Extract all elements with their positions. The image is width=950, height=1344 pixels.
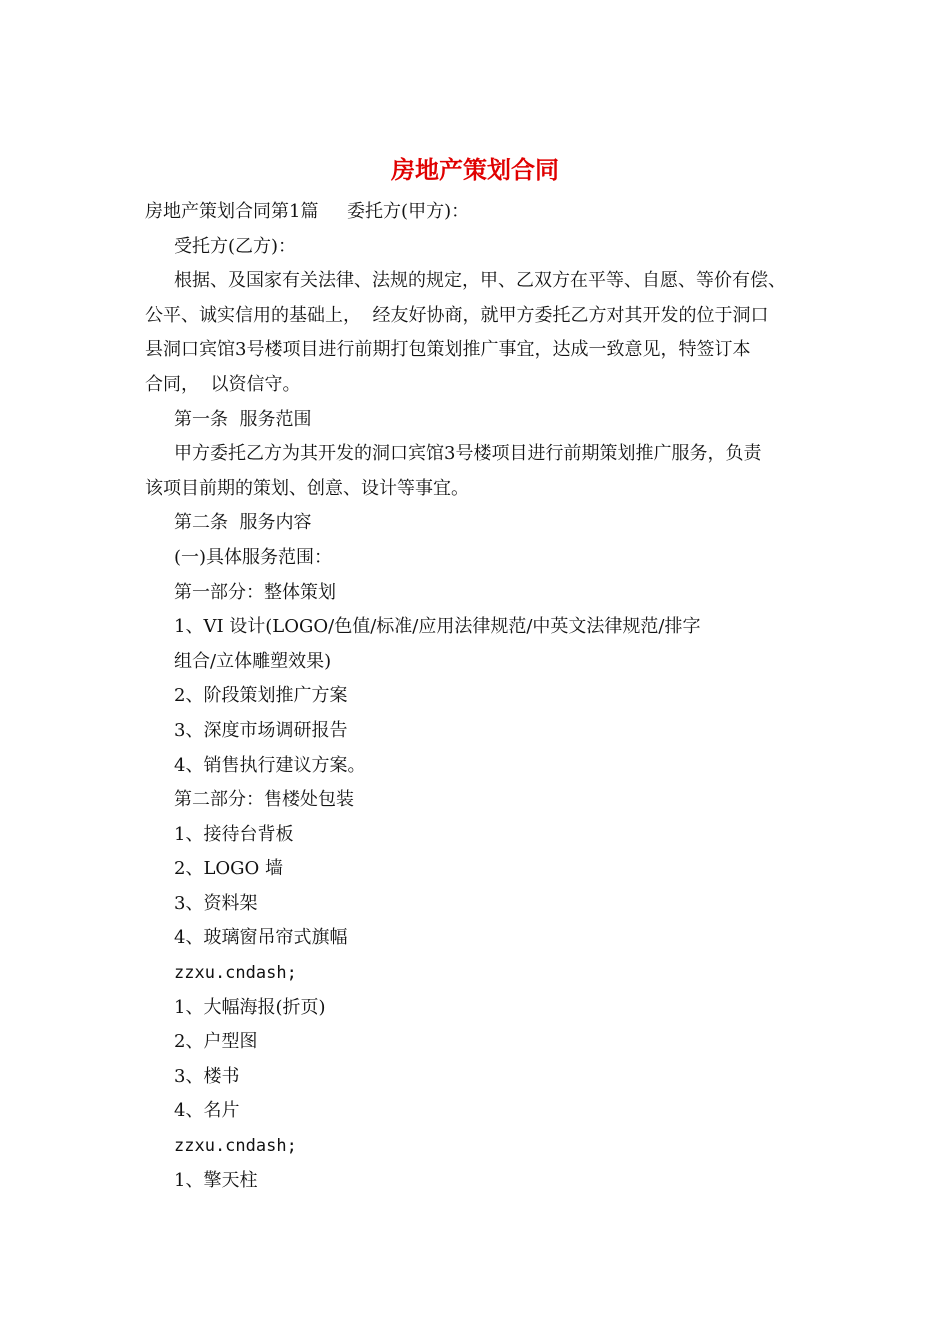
separator-text: zzxu.cndash;	[174, 1136, 297, 1157]
list-item: 3、深度市场调研报告	[174, 719, 348, 741]
body-line-preamble-1: 根据、及国家有关法律、法规的规定，甲、乙双方在平等、自愿、等价有偿、	[174, 270, 786, 292]
list-item: 4、销售执行建议方案。	[174, 754, 366, 776]
document-body	[145, 195, 815, 1198]
list-item-continuation: 组合/立体雕塑效果)	[174, 650, 332, 672]
list-item: 1、擎天柱	[174, 1169, 258, 1191]
list-item: 2、阶段策划推广方案	[174, 685, 348, 707]
body-line-first-section-heading: 房地产策划合同第1篇 委托方(甲方)：	[145, 201, 470, 222]
list-item: 4、玻璃窗吊帘式旗幅	[174, 927, 348, 949]
body-line-preamble-4: 合同， 以资信守。	[145, 373, 301, 395]
document-title: 房地产策划合同	[391, 155, 559, 184]
article-1-text-2: 该项目前期的策划、创意、设计等事宜。	[145, 477, 469, 499]
list-item: 4、名片	[174, 1100, 240, 1122]
list-item: 2、户型图	[174, 1031, 258, 1053]
part-2-heading: 第二部分：售楼处包装	[174, 789, 354, 811]
list-item: 2、LOGO 墙	[174, 858, 284, 880]
list-item: 3、资料架	[174, 892, 258, 914]
body-line-party-b: 受托方(乙方)：	[174, 235, 297, 257]
list-item: 1、接待台背板	[174, 823, 294, 845]
body-line-preamble-3: 县洞口宾馆3号楼项目进行前期打包策划推广事宜，达成一致意见，特签订本	[145, 339, 751, 361]
body-line-preamble-2: 公平、诚实信用的基础上， 经友好协商，就甲方委托乙方对其开发的位于洞口	[145, 304, 769, 326]
service-scope-heading: (一)具体服务范围：	[174, 546, 333, 568]
separator-text: zzxu.cndash;	[174, 963, 297, 984]
article-2-heading: 第二条 服务内容	[174, 512, 312, 534]
part-1-heading: 第一部分：整体策划	[174, 581, 336, 603]
article-1-heading: 第一条 服务范围	[174, 408, 312, 430]
article-1-text-1: 甲方委托乙方为其开发的洞口宾馆3号楼项目进行前期策划推广服务，负责	[174, 443, 762, 465]
list-item: 1、VI 设计(LOGO/色值/标准/应用法律规范/中英文法律规范/排字	[174, 616, 701, 638]
list-item: 3、楼书	[174, 1065, 240, 1087]
list-item: 1、大幅海报(折页)	[174, 996, 326, 1018]
